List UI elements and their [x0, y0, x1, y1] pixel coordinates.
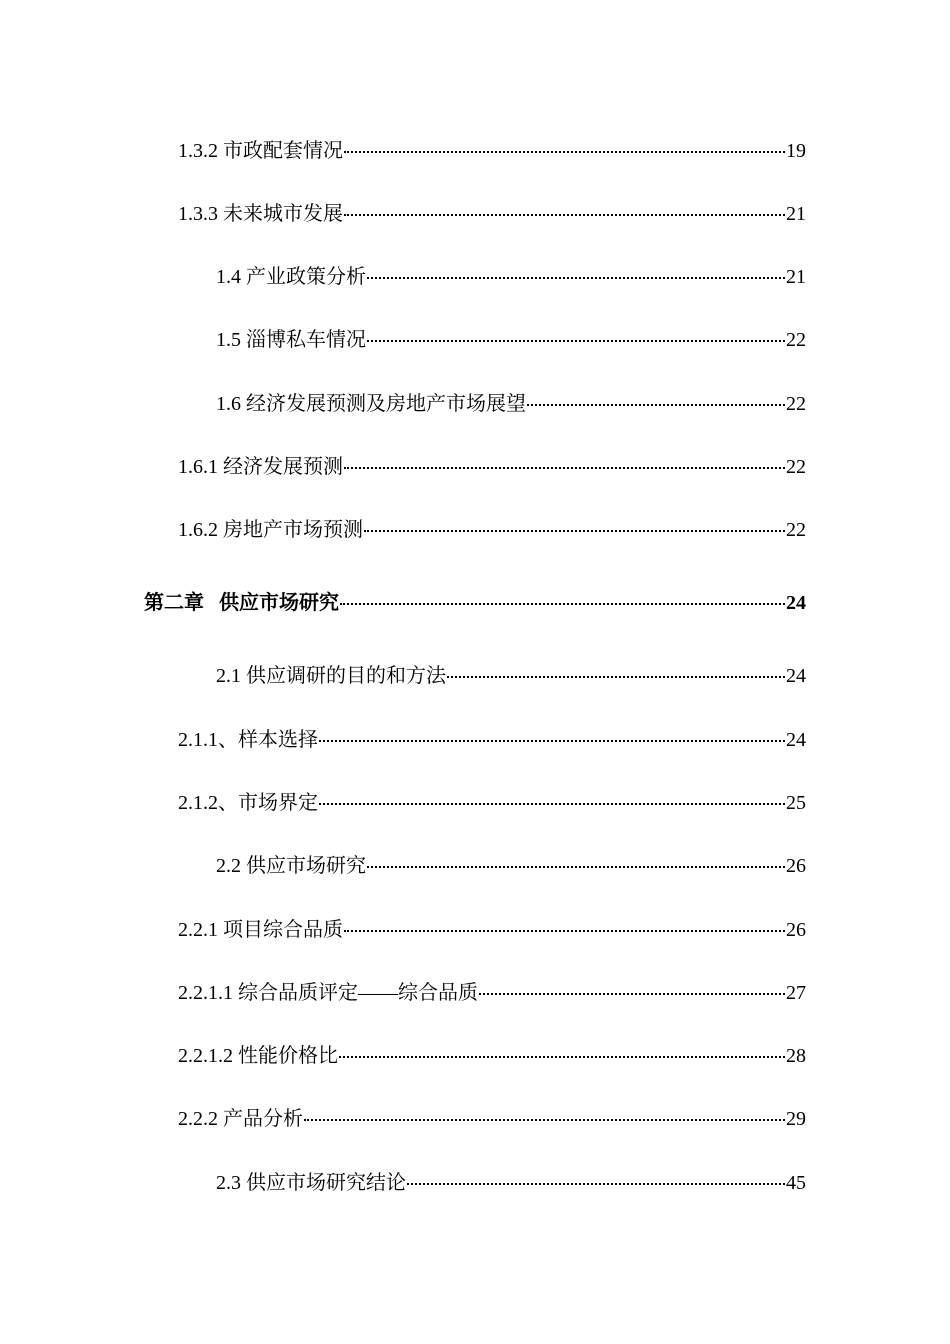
dot-leader [344, 151, 785, 153]
toc-entry-label: 2.2.1.1 综合品质评定——综合品质 [178, 982, 478, 1004]
dot-leader [447, 676, 785, 678]
toc-entry-page: 29 [786, 1108, 806, 1130]
toc-entry-2-2-2[interactable] [178, 1106, 806, 1132]
dot-leader [367, 340, 785, 342]
toc-entry-page: 26 [786, 919, 806, 941]
toc-entry-page: 24 [786, 592, 806, 614]
toc-entry-1-6[interactable] [216, 391, 806, 417]
dot-leader [479, 993, 785, 995]
toc-entry-page: 24 [786, 665, 806, 687]
toc-entry-page: 27 [786, 982, 806, 1004]
toc-entry-1-6-2[interactable] [178, 517, 806, 543]
toc-entry-2-1-1[interactable] [178, 727, 806, 753]
toc-entry-label: 1.6.2 房地产市场预测 [178, 519, 363, 541]
dot-leader [407, 1183, 785, 1185]
toc-entry-label: 2.1 供应调研的目的和方法 [216, 665, 446, 687]
toc-entry-2-2-1-1[interactable] [178, 980, 806, 1006]
dot-leader [340, 603, 785, 605]
toc-entry-label: 2.2 供应市场研究 [216, 855, 366, 877]
toc-entry-page: 19 [786, 140, 806, 162]
dot-leader [304, 1119, 785, 1121]
toc-entry-label: 2.2.2 产品分析 [178, 1108, 303, 1130]
toc-entry-chapter-2[interactable] [144, 590, 806, 616]
toc-entry-page: 45 [786, 1172, 806, 1194]
toc-entry-label: 2.3 供应市场研究结论 [216, 1172, 406, 1194]
dot-leader [344, 930, 785, 932]
dot-leader [344, 467, 785, 469]
toc-entry-label: 1.5 淄博私车情况 [216, 329, 366, 351]
toc-entry-page: 25 [786, 792, 806, 814]
dot-leader [527, 404, 785, 406]
toc-entry-2-2-1-2[interactable] [178, 1043, 806, 1069]
toc-entry-label: 1.4 产业政策分析 [216, 266, 366, 288]
toc-entry-1-6-1[interactable] [178, 454, 806, 480]
toc-entry-label: 2.1.2、市场界定 [178, 792, 318, 814]
dot-leader [344, 214, 785, 216]
dot-leader [319, 803, 785, 805]
toc-entry-page: 22 [786, 393, 806, 415]
toc-entry-page: 21 [786, 266, 806, 288]
toc-entry-page: 22 [786, 456, 806, 478]
toc-entry-page: 22 [786, 329, 806, 351]
toc-entry-1-5[interactable] [216, 327, 806, 353]
toc-entry-page: 26 [786, 855, 806, 877]
toc-entry-2-1[interactable] [216, 663, 806, 689]
toc-entry-2-3[interactable] [216, 1170, 806, 1196]
toc-entry-label: 1.3.2 市政配套情况 [178, 140, 343, 162]
dot-leader [339, 1056, 785, 1058]
toc-entry-label: 2.1.1、样本选择 [178, 729, 318, 751]
toc-entry-page: 22 [786, 519, 806, 541]
toc-entry-label: 1.6 经济发展预测及房地产市场展望 [216, 393, 526, 415]
toc-entry-label: 1.3.3 未来城市发展 [178, 203, 343, 225]
toc-entry-2-2[interactable] [216, 853, 806, 879]
dot-leader [319, 740, 785, 742]
toc-entry-label: 第二章 供应市场研究 [144, 592, 339, 614]
toc-entry-page: 28 [786, 1045, 806, 1067]
toc-entry-1-4[interactable] [216, 264, 806, 290]
toc-entry-label: 2.2.1 项目综合品质 [178, 919, 343, 941]
toc-entry-1-3-3[interactable] [178, 201, 806, 227]
toc-entry-page: 21 [786, 203, 806, 225]
dot-leader [367, 277, 785, 279]
dot-leader [367, 866, 785, 868]
toc-entry-label: 1.6.1 经济发展预测 [178, 456, 343, 478]
toc-entry-2-1-2[interactable] [178, 790, 806, 816]
toc-entry-1-3-2[interactable] [178, 138, 806, 164]
toc-entry-label: 2.2.1.2 性能价格比 [178, 1045, 338, 1067]
toc-entry-page: 24 [786, 729, 806, 751]
dot-leader [364, 530, 785, 532]
toc-entry-2-2-1[interactable] [178, 917, 806, 943]
